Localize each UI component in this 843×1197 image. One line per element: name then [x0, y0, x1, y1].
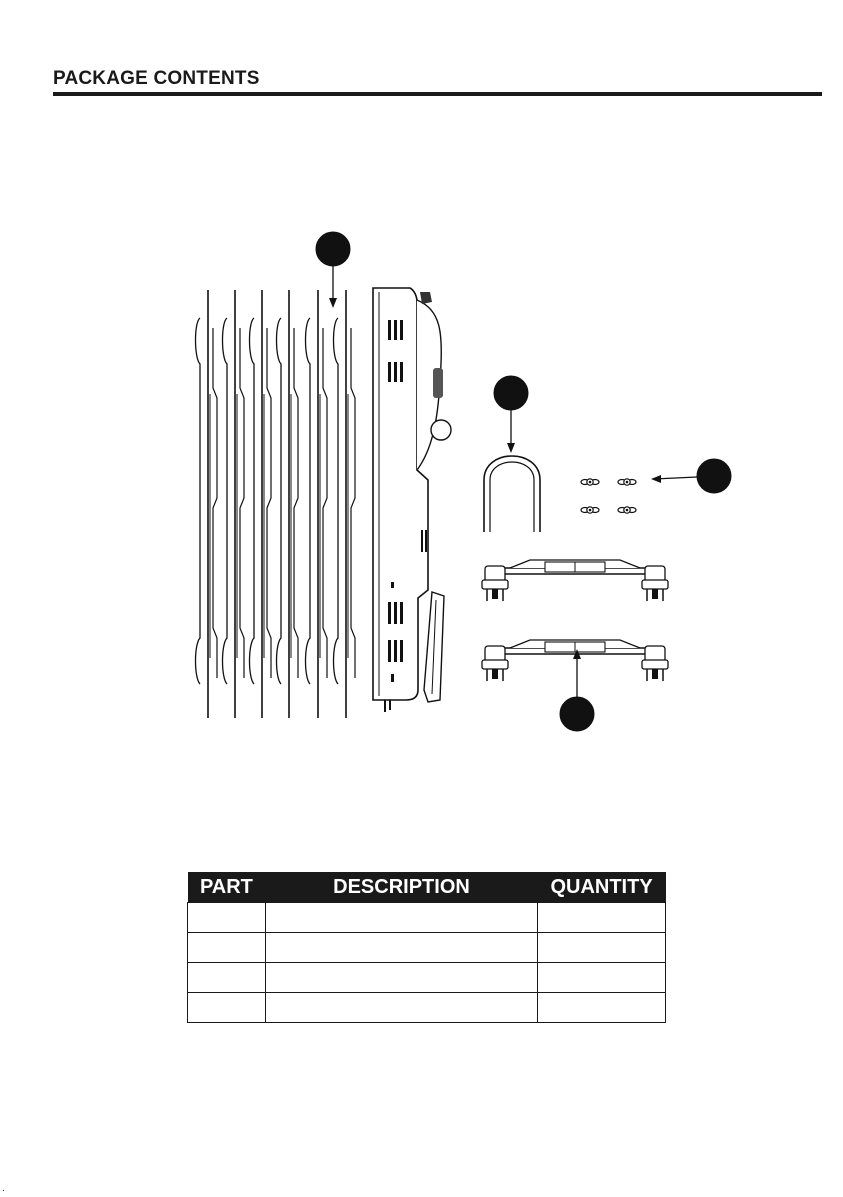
cell-part — [188, 993, 266, 1023]
callout-marker-heater — [316, 232, 350, 266]
table-row — [188, 993, 666, 1023]
cell-part — [188, 963, 266, 993]
cell-description — [265, 903, 537, 933]
page-heading: PACKAGE CONTENTS — [53, 68, 260, 89]
cell-part — [188, 933, 266, 963]
column-header-part: PART — [188, 872, 266, 903]
parts-table — [187, 872, 666, 1023]
cell-description — [265, 963, 537, 993]
column-header-description: DESCRIPTION — [265, 872, 537, 903]
callout-marker-handle — [494, 376, 528, 410]
callout-marker-wing-nuts — [697, 459, 731, 493]
column-header-quantity: QUANTITY — [538, 872, 666, 903]
handle-drawing — [484, 456, 540, 532]
cell-description — [265, 933, 537, 963]
page-mark: . — [2, 1183, 5, 1194]
wing-nuts-drawing — [581, 479, 636, 513]
radiator-heater-drawing — [196, 288, 452, 718]
table-row — [188, 963, 666, 993]
cell-quantity — [538, 933, 666, 963]
cell-quantity — [538, 903, 666, 933]
cell-part — [188, 903, 266, 933]
caster-base-drawings — [482, 560, 668, 681]
cell-description — [265, 993, 537, 1023]
cell-quantity — [538, 993, 666, 1023]
table-header-row — [188, 872, 666, 903]
table-row — [188, 933, 666, 963]
callout-marker-base — [560, 697, 594, 731]
table-row — [188, 903, 666, 933]
cell-quantity — [538, 963, 666, 993]
